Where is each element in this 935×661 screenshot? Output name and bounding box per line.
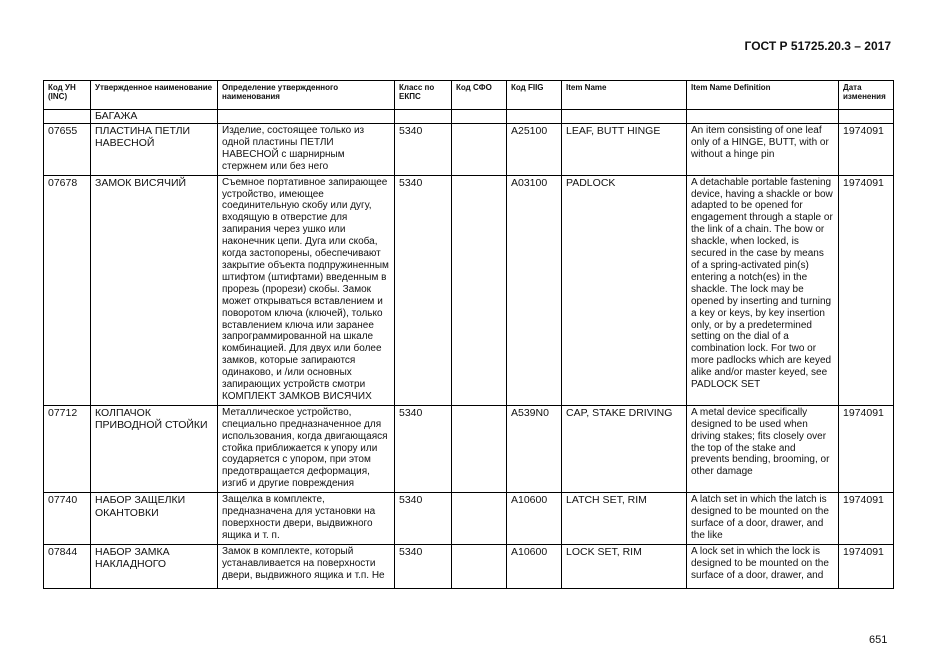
cell-item-name: LOCK SET, RIM	[562, 544, 687, 588]
cell-definition: Съемное портативное запирающее устройство, имеющее соединительную скобу или дугу, входящую в отверстие для запирания через ушко или наконечник цепи. Дуга или скоба, когда застопорены, обеспечивают закрытие объекта подпружиненным штифтом (штифтами) введенным в прорезь (прорези) скобы. Замок может открываться вставлением и поворотом ключа (ключей), только вставлением ключа или заранее запрограммированной на шкале комбинацией. Для двух или более замков, которые запираются одинаково, и /или основных запирающих устройств смотри КОМПЛЕКТ ЗАМКОВ ВИСЯЧИХ	[218, 175, 395, 405]
cell-item-definition: A metal device specifically designed to be used when driving stakes; fits closely over the top of the stake and prevents bending, brooming, or other damage	[687, 405, 839, 492]
cell-date: 1974091	[839, 175, 894, 405]
cell-definition: Защелка в комплекте, предназначена для установки на поверхности двери, выдвижного ящика и т. п.	[218, 493, 395, 545]
cell-item-definition: An item consisting of one leaf only of a HINGE, BUTT, with or without a hinge pin	[687, 124, 839, 176]
cell-class: 5340	[395, 544, 452, 588]
table-row	[44, 544, 894, 588]
cell-date: 1974091	[839, 124, 894, 176]
cell-inc: 07712	[44, 405, 91, 492]
column-header-fiig: Код FIIG	[507, 81, 562, 110]
cell-name: БАГАЖА	[91, 110, 218, 124]
page-number: 651	[869, 634, 888, 646]
cell-sfo	[452, 493, 507, 545]
cell-item-name: PADLOCK	[562, 175, 687, 405]
cell-definition	[218, 544, 395, 588]
cell-date: 1974091	[839, 544, 894, 588]
cell-date: 1974091	[839, 493, 894, 545]
cell-name: КОЛПАЧОК ПРИВОДНОЙ СТОЙКИ	[91, 405, 218, 492]
cell-date: 1974091	[839, 405, 894, 492]
cell-inc	[44, 110, 91, 124]
cell-item-definition: A latch set in which the latch is designed to be mounted on the surface of a door, drawer, and the like	[687, 493, 839, 545]
item-definition-text: A lock set in which the lock is designed to be mounted on the surface of a door, drawer, and	[691, 545, 829, 581]
column-header-class: Класс по ЕКПС	[395, 81, 452, 110]
cell-item-name: LEAF, BUTT HINGE	[562, 124, 687, 176]
cell-name: НАБОР ЗАЩЕЛКИ ОКАНТОВКИ	[91, 493, 218, 545]
cell-fiig: A539N0	[507, 405, 562, 492]
table-row	[44, 175, 894, 405]
cell-class: 5340	[395, 175, 452, 405]
cell-name: НАБОР ЗАМКА НАКЛАДНОГО	[91, 544, 218, 588]
cell-item-name: CAP, STAKE DRIVING	[562, 405, 687, 492]
cell-definition: Металлическое устройство, специально предназначенное для использования, когда двигающаяся стойка приближается к упору или соударяется с упором, при этом предотвращается деформация, изгиб и другие повреждения	[218, 405, 395, 492]
cell-item-definition: A detachable portable fastening device, having a shackle or bow adapted to be opened for engagement through a staple or the link of a chain. The bow or shackle, when locked, is secured in the case by means of a spring-activated pin(s) entering a notch(es) in the shackle. The lock may be opened by inserting and turning a key or keys, by key insertion only, or by a predetermined setting on the dial of a combination lock. For two or more padlocks which are keyed alike and/or master keyed, see PADLOCK SET	[687, 175, 839, 405]
cell-inc: 07844	[44, 544, 91, 588]
cell-definition: Изделие, состоящее только из одной пластины ПЕТЛИ НАВЕСНОЙ с шарнирным стержнем или без него	[218, 124, 395, 176]
cell-sfo	[452, 175, 507, 405]
cell-fiig: A25100	[507, 124, 562, 176]
table-row	[44, 493, 894, 545]
cell-item-definition	[687, 544, 839, 588]
cell-fiig: A03100	[507, 175, 562, 405]
cell-sfo	[452, 544, 507, 588]
column-header-sfo: Код СФО	[452, 81, 507, 110]
table-row	[44, 405, 894, 492]
cell-inc: 07678	[44, 175, 91, 405]
cell-sfo	[452, 405, 507, 492]
cell-name: ЗАМОК ВИСЯЧИЙ	[91, 175, 218, 405]
table-row	[44, 124, 894, 176]
cell-class: 5340	[395, 405, 452, 492]
column-header-inc: Код УН (INC)	[44, 81, 91, 110]
cell-inc: 07740	[44, 493, 91, 545]
cell-fiig: A10600	[507, 544, 562, 588]
cell-inc: 07655	[44, 124, 91, 176]
column-header-approved-name: Утвержденное наименование	[91, 81, 218, 110]
cell-class: 5340	[395, 493, 452, 545]
cell-class: 5340	[395, 124, 452, 176]
cell-item-name: LATCH SET, RIM	[562, 493, 687, 545]
column-header-definition: Определение утвержденного наименования	[218, 81, 395, 110]
table-header-row	[44, 81, 894, 110]
cell-name: ПЛАСТИНА ПЕТЛИ НАВЕСНОЙ	[91, 124, 218, 176]
column-header-item-definition: Item Name Definition	[687, 81, 839, 110]
table-row-continuation	[44, 110, 894, 124]
column-header-date: Дата изменения	[839, 81, 894, 110]
cell-fiig: A10600	[507, 493, 562, 545]
document-code: ГОСТ Р 51725.20.3 – 2017	[744, 39, 891, 53]
column-header-item-name: Item Name	[562, 81, 687, 110]
nomenclature-table	[43, 80, 894, 589]
definition-text: Замок в комплекте, который устанавливается на поверхности двери, выдвижного ящика и т.п. Не	[222, 545, 385, 581]
cell-sfo	[452, 124, 507, 176]
